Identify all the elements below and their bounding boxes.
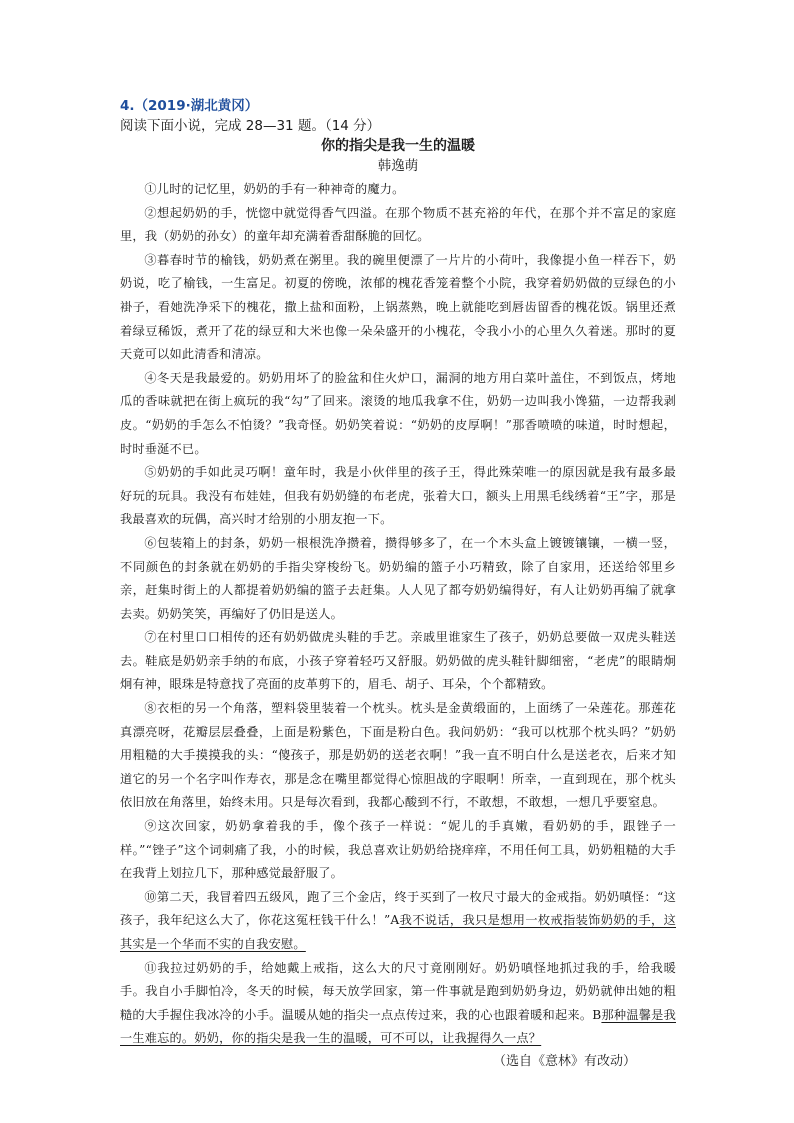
paragraph-9: ⑨这次回家，奶奶拿着我的手，像个孩子一样说：“妮儿的手真嫩，看奶奶的手，跟锉子一样。”“锉子”这个词刺痛了我，小的时候，我总喜欢让奶奶给挠痒痒，不用任何工具，奶奶粗糙的大手在我背上划拉几下，那种感觉最舒服了。 bbox=[120, 819, 676, 881]
paragraph-6: ⑥包装箱上的封条，奶奶一根根洗净攒着，攒得够多了，在一个木头盒上镀镀镶镶，一横一竖，不同颜色的封条就在奶奶的手指尖穿梭纷飞。奶奶编的篮子小巧精致，除了自家用，还送给邻里乡亲，赶集时街上的人都提着奶奶编的篮子去赶集。人人见了都夸奶奶编得好，有人让奶奶再编了就拿去卖。奶奶笑笑，再编好了仍旧是送人。 bbox=[120, 535, 676, 621]
question-instruction: 阅读下面小说，完成 28—31 题。（14 分） bbox=[120, 118, 381, 134]
paragraph-5: ⑤奶奶的手如此灵巧啊！童年时，我是小伙伴里的孩子王，得此殊荣唯一的原因就是我有最多最好玩的玩具。我没有布娃娃，但我有奶奶缝的布老虎，张着大口，额头上用黑毛线绣着“王”字，那是我最喜欢的玩偶，高兴时才给别的小朋友抱一下。 bbox=[120, 465, 676, 527]
paragraph-3: ③暮春时节的榆钱，奶奶煮在粥里。我的碗里便漂了一片片的小荷叶，我像提小鱼一样吞下，奶奶说，吃了榆钱，一生富足。初夏的傍晚，浓郁的槐花香笼着整个小院，我穿着奶奶做的豆绿色的小褂子，看她洗净采下的槐花，撒上盐和面粉，上锅蒸熟，晚上就能吃到唇齿留香的槐花饭。锅里还煮着绿豆稀饭，煮开了花的绿豆和大米也像一朵朵盛开的小槐花，令我小小的心里久久着迷。那时的夏天竟可以如此清香和清凉。 bbox=[120, 252, 676, 362]
paragraph-11-text: ⑪我拉过奶奶的手，给她戴上戒指，这么大的尺寸竟刚刚好。奶奶嗔怪地抓过我的手，给我暖手。我自小手脚怕冷，冬天的时候，每天放学回家，第一件事就是跑到奶奶身边，奶奶就伸出她的粗糙的大手握住我冰冷的小手。温暖从她的指尖一点点传过来，我的心也跟着暖和起来。B bbox=[120, 960, 676, 1022]
paragraph-2: ②想起奶奶的手，恍惚中就觉得香气四溢。在那个物质不甚充裕的年代，在那个并不富足的家庭里，我（奶奶的孙女）的童年却充满着香甜酥脆的回忆。 bbox=[120, 205, 676, 244]
paragraph-8: ⑧衣柜的另一个角落，塑料袋里装着一个枕头。枕头是金黄缎面的，上面绣了一朵莲花。那莲花真漂亮呀，花瓣层层叠叠，上面是粉紫色，下面是粉白色。我问奶奶：“我可以枕那个枕头吗？”奶奶用粗糙的大手摸摸我的头：“傻孩子，那是奶奶的送老衣啊！”我一直不明白什么是送老衣，后来才知道它的另一个名字叫作寿衣，那是念在嘴里都觉得心惊胆战的字眼啊！所幸，一直到现在，那个枕头依旧放在角落里，始终未用。只是每次看到，我都心酸到不行，不敢想，不敢想，一想几乎要窒息。 bbox=[120, 701, 676, 810]
article-source: （选自《意林》有改动） bbox=[492, 1053, 636, 1069]
paragraph-10 bbox=[120, 886, 676, 957]
underlined-sentence-b: 那种温馨是我一生难忘的。奶奶，你的指尖是我一生的温暖，可不可以，让我握得久一点？ bbox=[120, 1007, 676, 1046]
paragraph-7: ⑦在村里口口相传的还有奶奶做虎头鞋的手艺。亲戚里谁家生了孩子，奶奶总要做一双虎头鞋送去。鞋底是奶奶亲手纳的布底，小孩子穿着轻巧又舒服。奶奶做的虎头鞋针脚细密，“老虎”的眼睛炯炯有神，眼珠是特意找了亮面的皮革剪下的，眉毛、胡子、耳朵，个个都精致。 bbox=[120, 630, 676, 692]
paragraph-4: ④冬天是我最爱的。奶奶用坏了的脸盆和住火炉口，漏洞的地方用白菜叶盖住，不到饭点，烤地瓜的香味就把在街上疯玩的我“勾”了回来。滚烫的地瓜我拿不住，奶奶一边叫我小馋猫，一边帮我剥皮。“奶奶的手怎么不怕烫？”我奇怪。奶奶笑着说：“奶奶的皮厚啊！”那香喷喷的味道，时时想起，时时垂涎不已。 bbox=[120, 370, 676, 456]
document-page bbox=[120, 96, 676, 1073]
paragraph-1: ①儿时的记忆里，奶奶的手有一种神奇的魔力。 bbox=[144, 182, 405, 196]
paragraph-11 bbox=[120, 957, 676, 1051]
underlined-sentence-a: 我不说话，我只是想用一枚戒指装饰奶奶的手，这其实是一个华而不实的自我安慰。 bbox=[120, 913, 676, 951]
article-author: 韩逸萌 bbox=[377, 158, 419, 174]
paragraph-10-text: ⑩第二天，我冒着四五级风，跑了三个金店，终于买到了一枚尺寸最大的金戒指。奶奶嗔怪：“这孩子，我年纪这么大了，你花这冤枉钱干什么！”A bbox=[120, 889, 676, 928]
question-header: 4.（2019·湖北黄冈） bbox=[120, 98, 259, 114]
article-title: 你的指尖是我一生的温暖 bbox=[321, 138, 475, 154]
